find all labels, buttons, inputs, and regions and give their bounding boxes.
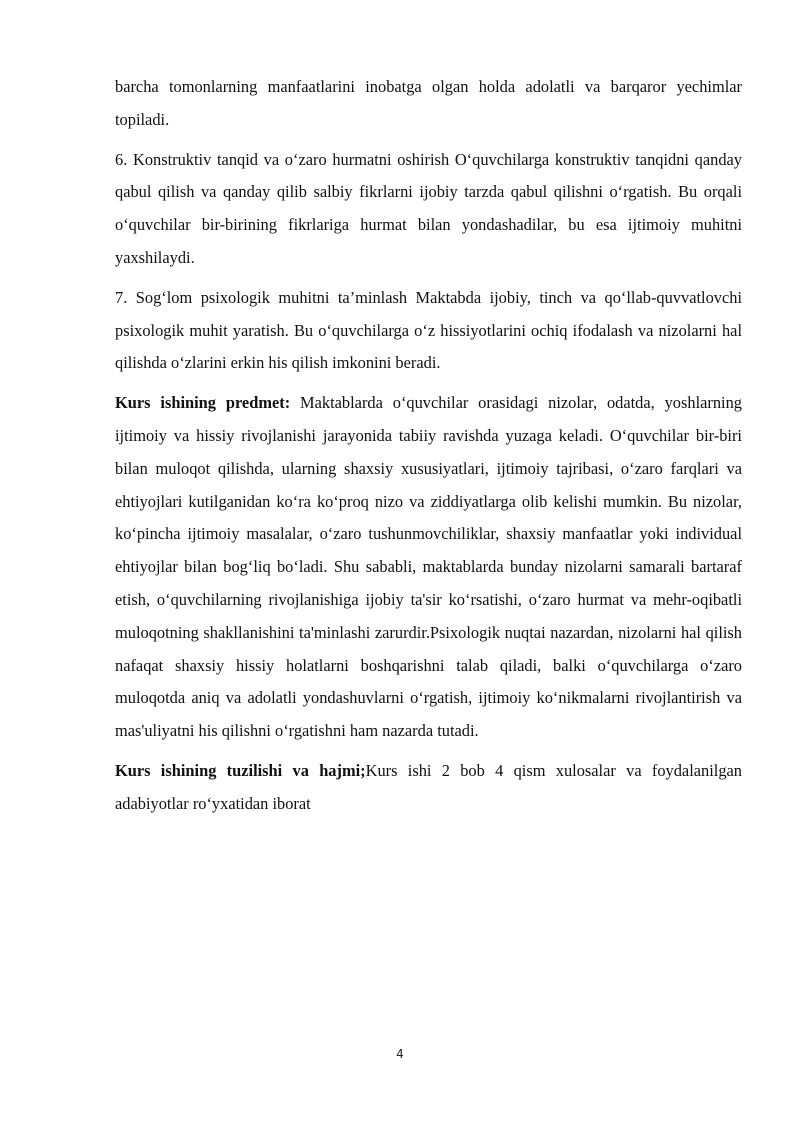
structure-text: Kurs ishi 2 bob 4 qism xulosalar va foydalanilgan adabiyotlar ro‘yxatidan iborat [115,760,742,813]
paragraph-item-7: 7. Sog‘lom psixologik muhitni ta’minlash Maktabda ijobiy, tinch va qo‘llab-quvvatlovchi psixologik muhit yaratish. Bu o‘quvchilarga o‘z hissiyotlarini ochiq ifodalash va nizolarni hal qilishda o‘zlarini erkin his qilish imkonini beradi. [115,287,742,373]
paragraph-structure [115,755,742,821]
subject-text: Maktablarda o‘quvchilar orasidagi nizolar, odatda, yoshlarning ijtimoiy va hissiy rivojlanishi jarayonida tabiiy ravishda yuzaga keladi. O‘quvchilar bir-biri bilan muloqot qilishda, ularning shaxsiy xususiyatlari, ijtimoiy tajribasi, o‘zaro farqlari va ehtiyojlari kutilganidan ko‘ra ko‘proq nizo va ziddiyatlarga olib kelishi mumkin. Bu nizolar, ko‘pincha ijtimoiy masalalar, o‘zaro tushunmovchiliklar, shaxsiy manfaatlar yoki individual ehtiyojlar bilan bog‘liq bo‘ladi. Shu sababli, maktablarda bunday nizolarni samarali bartaraf etish, o‘quvchilarning rivojlanishiga ijobiy ta'sir ko‘rsatishi, o‘zaro hurmat va mehr-oqibatli muloqotning shakllanishini ta'minlashi zarurdir.Psixologik nuqtai nazardan, nizolarni hal qilish nafaqat shaxsiy hissiy holatlarni boshqarishni talab qiladi, balki o‘quvchilarga o‘zaro muloqotda aniq va adolatli yondashuvlarni o‘rgatish, ijtimoiy ko‘nikmalarni rivojlantirish va mas'uliyatni his qilishni o‘rgatishni ham nazarda tutadi. [115,393,742,741]
page-number: 4 [396,1047,404,1061]
paragraph-intro-continuation: barcha tomonlarning manfaatlarini inobatga olgan holda adolatli va barqaror yechimlar topiladi. [115,77,742,129]
paragraph-item-6: 6. Konstruktiv tanqid va o‘zaro hurmatni oshirish O‘quvchilarga konstruktiv tanqidni qanday qabul qilish va qanday qilib salbiy fikrlarni ijobiy tarzda qabul qilishni o‘rgatish. Bu orqali o‘quvchilar bir-birining fikrlariga hurmat bilan yondashadilar, bu esa ijtimoiy muhitni yaxshilaydi. [115,149,742,267]
document-page [115,71,742,828]
structure-heading: Kurs ishining tuzilishi va hajmi; [115,760,366,780]
paragraph-subject [115,387,742,748]
subject-heading: Kurs ishining predmet: [115,393,291,413]
